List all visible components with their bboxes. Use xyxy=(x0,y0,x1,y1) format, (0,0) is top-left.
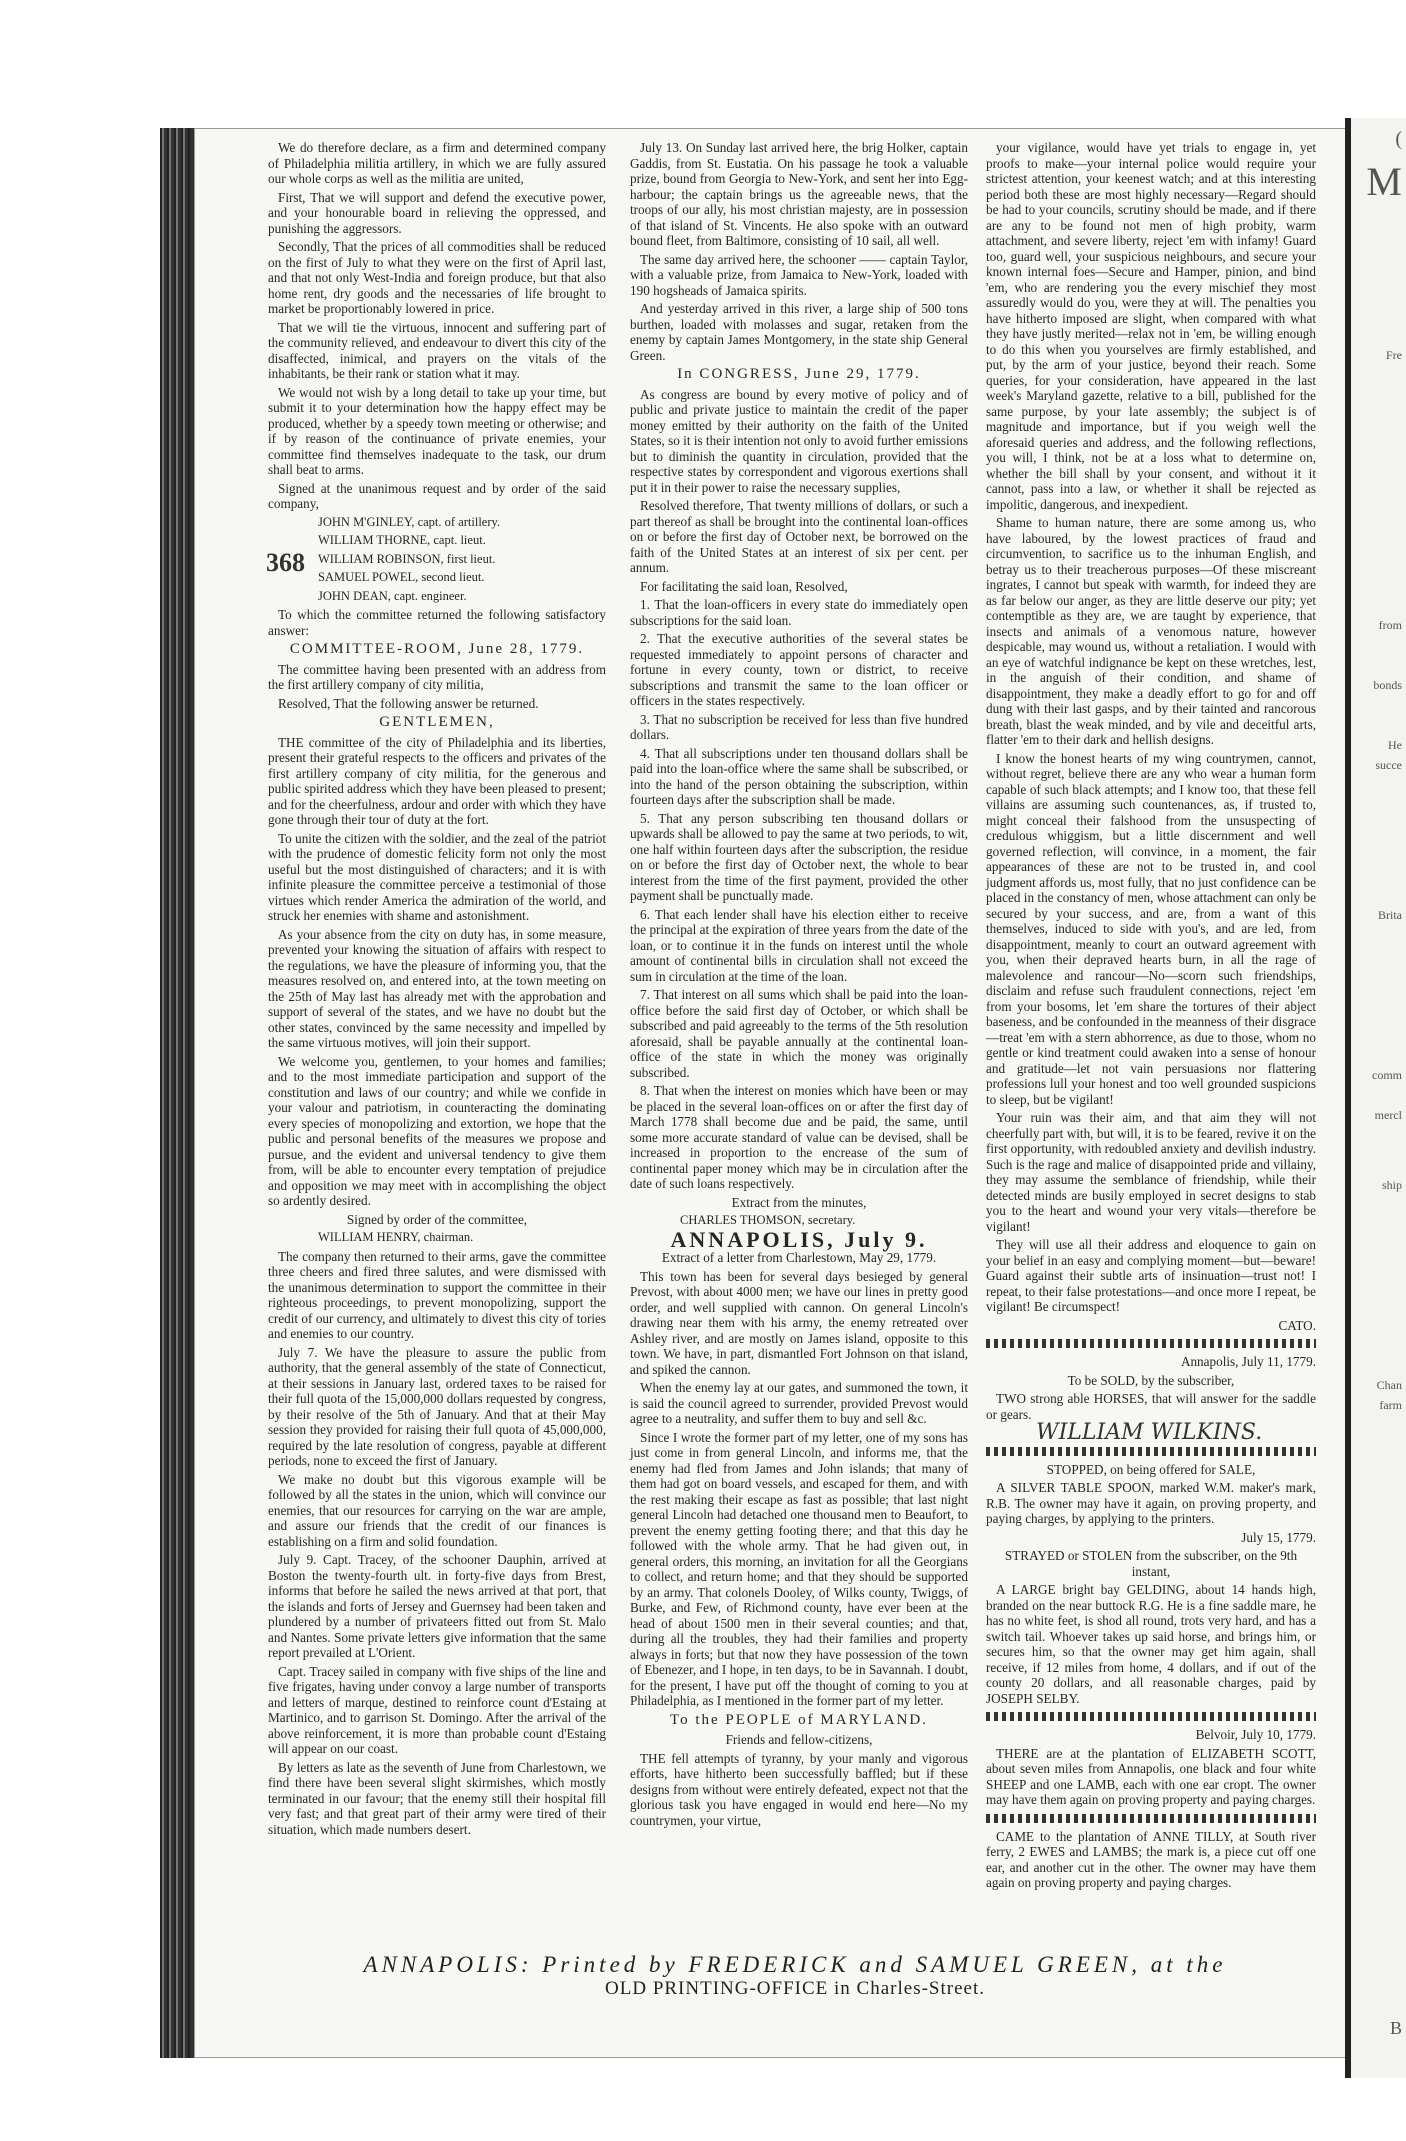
edge-fragment: from xyxy=(1378,618,1402,632)
paragraph: Since I wrote the former part of my letter, one of my sons has just come in from general Lincoln, and informs me, that the enemy had fled from James and John islands; that many of them had got on board vessels, and escaped for them, and with the rest making their escape as fast as possible; that last night general Lincoln had detached one thousand men to Beaufort, to prevent the enemy getting footing there; and that this day he followed with the whole army. That he had given out, in general orders, this morning, an invitation for all the Georgians to collect, and return home; and that they should be supported by an army. That colonels Dooley, of Wilks county, Twiggs, of Burke, and Few, of Richmond county, have ever been at the head of about 1500 men in their several counties; and that, during all the troubles, they had their families and property always in forts; but that now they have possession of the town of Ebenezer, and I hope, in ten days, to be in Savannah. I doubt, for the present, I have put off the thought of coming to you at Philadelphia, as I mentioned in the former part of my letter. xyxy=(630,1429,968,1708)
paragraph: Resolved, That the following answer be returned. xyxy=(278,695,539,711)
paragraph: We do therefore declare, as a firm and determined company of Philadelphia militia artillery, in which we are fully assured our whole corps as well as the militia are united, xyxy=(268,140,606,186)
attribution: Extract from the minutes, xyxy=(731,1194,867,1210)
page-number-stamp: 368 xyxy=(266,548,305,577)
signature: CATO. xyxy=(1278,1317,1316,1333)
edge-fragment: Fre xyxy=(1386,348,1402,362)
subheading: Extract of a letter from Charlestown, May 29, 1779. xyxy=(661,1250,937,1265)
paragraph: The committee having been presented with an address from the first artillery company of city militia, xyxy=(268,661,606,692)
ad-text: A LARGE bright bay GELDING, about 14 hands high, branded on the near buttock R.G. He is a fine saddle mare, he has no white feet, is shod all round, trots very hard, and has a switch tail. Whoever takes up said horse, and brings him, or secures him, so that the owner may get him again, shall receive, if 12 miles from home, 4 dollars, and if out of the county 20 dollars, and all reasonable charges, paid by JOSEPH SELBY. xyxy=(986,1582,1316,1706)
ad-heading: STOPPED, on being offered for SALE, xyxy=(1046,1461,1256,1477)
ad-dateline: Belvoir, July 10, 1779. xyxy=(1195,1727,1316,1742)
paragraph: 5. That any person subscribing ten thousand dollars or upwards shall be allowed to pay the same at two periods, to wit, one half within fourteen days after the subscription, the residue on or before the first day of October next, the whole to bear interest from the time of the first payment, provided the other payment shall be punctually made. xyxy=(630,810,968,903)
edge-fragment: Chan xyxy=(1376,1378,1402,1392)
section-heading: To the PEOPLE of MARYLAND. xyxy=(669,1711,929,1728)
paragraph: By letters as late as the seventh of June from Charlestown, we find there have been several slight skirmishes, which mostly terminated in our favour; that the enemy still their hospital fill very fast; and that great part of their army were tired of their situation, which made numbers desert. xyxy=(268,1759,606,1837)
paragraph: The same day arrived here, the schooner —— captain Taylor, with a valuable prize, from Jamaica to New-York, loaded with 190 hogsheads of Jamaica spirits. xyxy=(630,251,968,298)
paragraph: Secondly, That the prices of all commodities shall be reduced on the first of July to what they were on the first of April last, and that not only West-India and foreign produce, but that also home rent, dry goods and the necessaries of life brought to market be proportionably lowered in price. xyxy=(268,239,606,316)
paragraph: THE fell attempts of tyranny, by your manly and vigorous efforts, have hitherto been successfully baffled; but if these designs from without were entirely defeated, expect not that the glorious task you have engaged in would end here—No my countrymen, your virtue, xyxy=(630,1750,968,1828)
ad-dateline: July 15, 1779. xyxy=(1241,1529,1316,1545)
ad-text: TWO strong able HORSES, that will answer for the saddle or gears. xyxy=(986,1391,1316,1422)
section-heading: COMMITTEE-ROOM, June 28, 1779. xyxy=(289,641,585,657)
signature: SAMUEL POWEL, second lieut. xyxy=(318,570,485,584)
ad-heading: To be SOLD, by the subscriber, xyxy=(1067,1372,1235,1388)
paragraph: Signed at the unanimous request and by order of the said company, xyxy=(268,480,606,511)
divider xyxy=(986,1814,1316,1823)
paragraph: First, That we will support and defend the executive power, and your honourable board in relieving the oppressed, and punishing the aggressors. xyxy=(268,189,606,236)
paragraph: I know the honest hearts of my wing countrymen, cannot, without regret, believe there are any who wear a human form capable of such black attempts; and I know too, that these fell villains are assuming such countenances, as, if trusted to, might conceal their falshood from the unsuspecting of credulous whiggism, but a little discernment and well governed reflection, will convince, in a moment, the fair appearances of these are not to be trusted in, and cool judgment affords us, most fully, that no just confidence can be placed in the constancy of men, whose attachment can only be secured by your success, and are, from a want of this themselves, induced to side with you's, and are led, from disappointment, meanly to court an outward agreement with you, when their depraved hearts burn, in all the rage of malevolence and rancour—No—scorn such friendships, disclaim and refuse such fraudulent connections, reject 'em from your bosoms, let 'em share the tortures of their abject baseness, and be confounded in the meanness of their disgrace—treat 'em with a stern abhorrence, as due to those, whom no gentle or kind treatment could awaken into a sense of honour and gratitude—let not vain persuasions nor flattering professions lull your honest and too well grounded suspicions to sleep, but be vigilant! xyxy=(986,750,1316,1107)
edge-fragment: mercl xyxy=(1374,1108,1402,1122)
adjacent-page-edge xyxy=(1345,118,1406,2078)
paragraph: 4. That all subscriptions under ten thousand dollars shall be paid into the loan-office where the same shall be subscribed, or into the hand of the person obtaining the subscription, within fourteen days after the subscription shall be made. xyxy=(630,745,968,807)
divider xyxy=(986,1447,1316,1456)
column-1 xyxy=(268,140,606,1840)
paragraph: This town has been for several days besieged by general Prevost, with about 4000 men; we have our lines in pretty good order, and well supplied with cannon. On general Lincoln's drawing near them with his army, the enemy retreated over Ashley river, and are mostly on James island, opposite to this town. We have, in part, dismantled Fort Johnson on that island, and spiked the cannon. xyxy=(630,1268,968,1377)
paragraph: We welcome you, gentlemen, to your homes and families; and to the most immediate participation and support of the constitution and laws of our country; and while we confide in your valour and patriotism, in counteracting the dominating every species of monopolizing and extortion, we hope that the public and personal benefits of the measures we propose and pursue, and the evident and universal tendency to give them from, will be able to encounter every temptation of prejudice and opposition we may meet with in accomplishing the object so ardently desired. xyxy=(268,1053,606,1208)
paragraph: For facilitating the said loan, Resolved, xyxy=(640,578,848,594)
paragraph: 2. That the executive authorities of the several states be requested immediately to appoint persons of character and fortune in every county, town or district, to receive subscriptions and transmit the same to the loan officer or officers in the states respectively. xyxy=(630,631,968,708)
edge-fragment: succe xyxy=(1375,758,1402,772)
imprint-line: ANNAPOLIS: Printed by FREDERICK and SAMUEL GREEN, at the xyxy=(363,1952,1227,1977)
paragraph: 7. That interest on all sums which shall be paid into the loan-office before the said first day of October, or which shall be subscribed and paid agreeably to the terms of the 5th resolution aforesaid, shall be payable annually at the continental loan-office of the state in which the money was originally subscribed. xyxy=(630,987,968,1080)
paragraph: When the enemy lay at our gates, and summoned the town, it is said the council agreed to surrender, provided Prevost would agree to a neutrality, and suffer them to buy and sell &c. xyxy=(630,1380,968,1426)
paragraph: To unite the citizen with the soldier, and the zeal of the patriot with the prudence of domestic felicity form not only the most useful but the most distinguished of characters; and it is with infinite pleasure the committee perceive a testimonial of those virtues which render America the admiration of the world, and struck her enemies with shame and astonishment. xyxy=(268,830,606,923)
paragraph: The company then returned to their arms, gave the committee three cheers and fired three salutes, and were dismissed with the unanimous determination to support the committee in their righteous proceedings, to prevent monopolizing, support the credit of our currency, and ultimately to divest this city of tories and enemies to our country. xyxy=(268,1248,606,1341)
edge-fragment: farm xyxy=(1379,1398,1402,1412)
edge-fragment: He xyxy=(1388,738,1402,752)
ad-text: THERE are at the plantation of ELIZABETH SCOTT, about seven miles from Annapolis, one black and four white SHEEP and one LAMB, each with one ear cropt. The owner may have them again on proving property and paying charges. xyxy=(986,1745,1316,1807)
signature: CHARLES THOMSON, secretary. xyxy=(680,1213,856,1227)
paragraph: As congress are bound by every motive of policy and of public and private justice to maintain the credit of the paper money emitted by their authority on the faith of the United States, so it is their intention not only to avoid further emissions but to diminish the quantity in circulation, provided that the respective states by correspondent and vigorous exertions shall put it in their power to raise the necessary supplies, xyxy=(630,386,968,495)
section-heading: In CONGRESS, June 29, 1779. xyxy=(677,366,921,382)
ad-heading: STRAYED or STOLEN from the subscriber, on the 9th instant, xyxy=(1004,1548,1298,1579)
edge-fragment: comm xyxy=(1372,1068,1402,1082)
edge-fragment: ( xyxy=(1395,128,1402,150)
edge-fragment: bonds xyxy=(1373,678,1402,692)
signature: JOHN DEAN, capt. engineer. xyxy=(318,588,467,603)
edge-fragment: M xyxy=(1366,159,1402,204)
paragraph: We make no doubt but this vigorous example will be followed by all the states in the union, which will convince our enemies, that our resources for carrying on the war are ample, and assure our friends that the credit of our finances is establishing on a firm and solid foundation. xyxy=(268,1471,606,1549)
paragraph: And yesterday arrived in this river, a large ship of 500 tons burthen, loaded with molasses and sugar, retaken from the enemy by captain James Montgomery, in the state ship General Green. xyxy=(630,301,968,363)
dateline-heading: ANNAPOLIS, July 9. xyxy=(670,1226,928,1252)
paragraph: Your ruin was their aim, and that aim they will not cheerfully part with, but will, it is to be feared, revive it on the first opportunity, with redoubled anxiety and devilish industry. Such is the rage and malice of disappointed pride and villainy, they may assume the semblance of friendship, while their detected minds are busily employed in secret designs to stab you to the heart and wound your very vitals—therefore be vigilant! xyxy=(986,1110,1316,1234)
edge-fragment: ship xyxy=(1381,1178,1402,1192)
paragraph: Resolved therefore, That twenty millions of dollars, or such a part thereof as shall be brought into the continental loan-offices on or before the first day of October next, be borrowed on the faith of the United States at an interest of six per cent. per annum. xyxy=(630,498,968,575)
paragraph: July 9. Capt. Tracey, of the schooner Dauphin, arrived at Boston the twenty-fourth ult. in forty-five days from Brest, informs that before he sailed the news arrived at that port, that the islands and forts of Jersey and Guernsey had been taken and plundered by a number of privateers fitted out from St. Malo and Nantes. Some private letters give information that the same report prevailed at L'Orient. xyxy=(268,1552,606,1660)
signature: WILLIAM THORNE, capt. lieut. xyxy=(318,533,486,547)
edge-fragment: B xyxy=(1389,2018,1402,2038)
paragraph: 3. That no subscription be received for less than five hundred dollars. xyxy=(630,711,968,742)
paragraph: That we will tie the virtuous, innocent and suffering part of the community relieved, and endeavour to divert this city of the disaffected, inimical, and prayers on the vitals of the inhabitants, be their rank or station what it may. xyxy=(268,319,606,381)
paragraph: As your absence from the city on duty has, in some measure, prevented your knowing the situation of affairs with respect to the regulations, we have the pleasure of informing you, that the measures resolved on, and entered into, at the town meeting on the 25th of May last has already met with the approbation and support of several of the states, and we have no doubt but the other states, convinced by the same necessity and impelled by the same virtuous motives, will join their support. xyxy=(268,926,606,1050)
paragraph: your vigilance, would have yet trials to engage in, yet proofs to make—your internal police would require your strictest attention, your keenest watch; and at this interesting period both these are most highly necessary—Regard should be had to your councils, scrutiny should be made, and if there are any to be found not men of high probity, warm attachment, and severe liberty, reject 'em with infamy! Guard too, guard well, your suspicious neighbours, and secure your known internal foes—Secure and Hamper, pinion, and bind 'em, who are rendering you the every mischief they most assuredly would do you, were they at will. The penalties you have hitherto imposed are slight, when compared with what they have justly merited—relax not in 'em, be willing enough to do this when you yourselves are firmly established, and put, by the arm of your justice, beyond their reach. Some queries, for your consideration, have appeared in the last week's Maryland gazette, relative to a bill, published for the same purpose, by your late assembly; the subject is of magnitude and importance, but if you weigh well the aforesaid queries and address, and the following reflections, you will, I think, not be at a loss what to determine on, whether the bill shall by your consent, and without it it cannot, pass into a law, or whether it shall be rejected as impolitic, dangerous, and inexpedient. xyxy=(986,140,1316,512)
divider xyxy=(986,1339,1316,1348)
paragraph: July 7. We have the pleasure to assure the public from authority, that the general assembly of the state of Connecticut, at their sessions in January last, ordered taxes to be raised for their full quota of the 15,000,000 dollars requested by congress, by their resolve of the 5th of January. And that at their May session they provided for raising their full quota of 45,000,000, required by the late resolution of congress, payable at different periods, none to exceed the first of January. xyxy=(268,1344,606,1468)
paragraph: 6. That each lender shall have his election either to receive the principal at the expiration of three years from the date of the loan, or to continue it in the funds on interest until the whole amount of continental bills in circulation shall not exceed the sum in circulation at the time of the loan. xyxy=(630,906,968,984)
paragraph: Capt. Tracey sailed in company with five ships of the line and five frigates, having under convoy a large number of transports and letters of marque, destined to reinforce count d'Estaing at Martinico, and to garrison St. Domingo. After the arrival of the above reinforcement, it is more than probable count d'Estaing will appear on our coast. xyxy=(268,1663,606,1756)
paragraph: 8. That when the interest on monies which have been or may be placed in the several loan-offices on or after the first day of March 1778 shall become due and be paid, the same, until some more accurate standard of value can be devised, shall be increased in proportion to the encrease of the sum of continental paper money which may be in circulation after the date of such loans respectively. xyxy=(630,1083,968,1191)
ad-text: A SILVER TABLE SPOON, marked W.M. maker's mark, R.B. The owner may have it again, on proving property, and paying charges, by applying to the printers. xyxy=(986,1480,1316,1526)
imprint-line: OLD PRINTING-OFFICE in Charles-Street. xyxy=(605,1978,985,1999)
signature: Signed by order of the committee, xyxy=(346,1211,528,1227)
edge-fragment: Brita xyxy=(1378,908,1402,922)
signature: WILLIAM HENRY, chairman. xyxy=(318,1230,474,1244)
paragraph: We would not wish by a long detail to take up your time, but submit it to your determination how the happy effect may be produced, whether by a speedy town meeting or otherwise; and if by reason of the continuance of private enemies, your committee find themselves inadequate to the task, our drum shall beat to arms. xyxy=(268,384,606,477)
ad-text: CAME to the plantation of ANNE TILLY, at South river ferry, 2 EWES and LAMBS; the mark is, a piece cut off one ear, and another cut in the other. The owner may have them again on proving property and paying charges. xyxy=(986,1828,1316,1890)
paragraph: They will use all their address and eloquence to gain on your belief in an easy and complying moment—but—beware! Guard against their subtle arts of insinuation—trust not! I repeat, to their false protestations—and once more I repeat, be vigilant! Be circumspect! xyxy=(986,1237,1316,1314)
printer-imprint xyxy=(260,1952,1330,2000)
ad-dateline: Annapolis, July 11, 1779. xyxy=(1180,1354,1316,1369)
signature: JOHN M'GINLEY, capt. of artillery. xyxy=(318,514,501,529)
paragraph: To which the committee returned the following satisfactory answer: xyxy=(268,607,606,638)
salutation: GENTLEMEN, xyxy=(379,714,495,730)
divider xyxy=(986,1712,1316,1721)
column-2 xyxy=(630,140,968,1831)
column-3 xyxy=(986,140,1316,1894)
scan-margin xyxy=(0,0,160,2141)
paragraph: Shame to human nature, there are some among us, who have laboured, by the lowest practices of fraud and circumvention, to sacrifice us to the inhuman English, and betray us to their treacherous purposes—Of these miscreant ingrates, I cannot but speak with warmth, for indeed they are as far below our anger, as they are little deserve our pity; yet contemptible as they are, we are taught by experience, that insects and animals of a venomous nature, however despicable, may wound us, without a retaliation. I would with an eye of watchful indignance be kept on these wretches, lest, in the anguish of their condition, and shame of disappointment, they make a deadly effort to go for and off dung with their last gasps, and by their tainted and rancorous breath, blast the weak minded, and by vile and deceitful arts, flatter 'em to their dark and hellish designs. xyxy=(986,515,1316,747)
ad-signature: WILLIAM WILKINS. xyxy=(1036,1420,1263,1445)
paragraph: 1. That the loan-officers in every state do immediately open subscriptions for the said loan. xyxy=(630,597,968,628)
signature: WILLIAM ROBINSON, first lieut. xyxy=(318,551,496,566)
salutation: Friends and fellow-citizens, xyxy=(725,1732,873,1747)
paragraph: July 13. On Sunday last arrived here, the brig Holker, captain Gaddis, from St. Eustatia. On his passage he took a valuable prize, bound from Georgia to New-York, and sent her into Egg-harbour; the captain brings us the agreeable news, that the troops of our ally, his most christian majesty, are in possession of that island of St. Vincents. He also spoke with an outward bound fleet, from Baltimore, consisting of 10 sail, all well. xyxy=(630,140,968,248)
paragraph: THE committee of the city of Philadelphia and its liberties, present their grateful respects to the officers and privates of the first artillery company of city militia, for the generous and public spirited address which they have been pleased to present; and for the cheerfulness, ardour and order with which they have gone through their tour of duty at the fort. xyxy=(268,734,607,827)
